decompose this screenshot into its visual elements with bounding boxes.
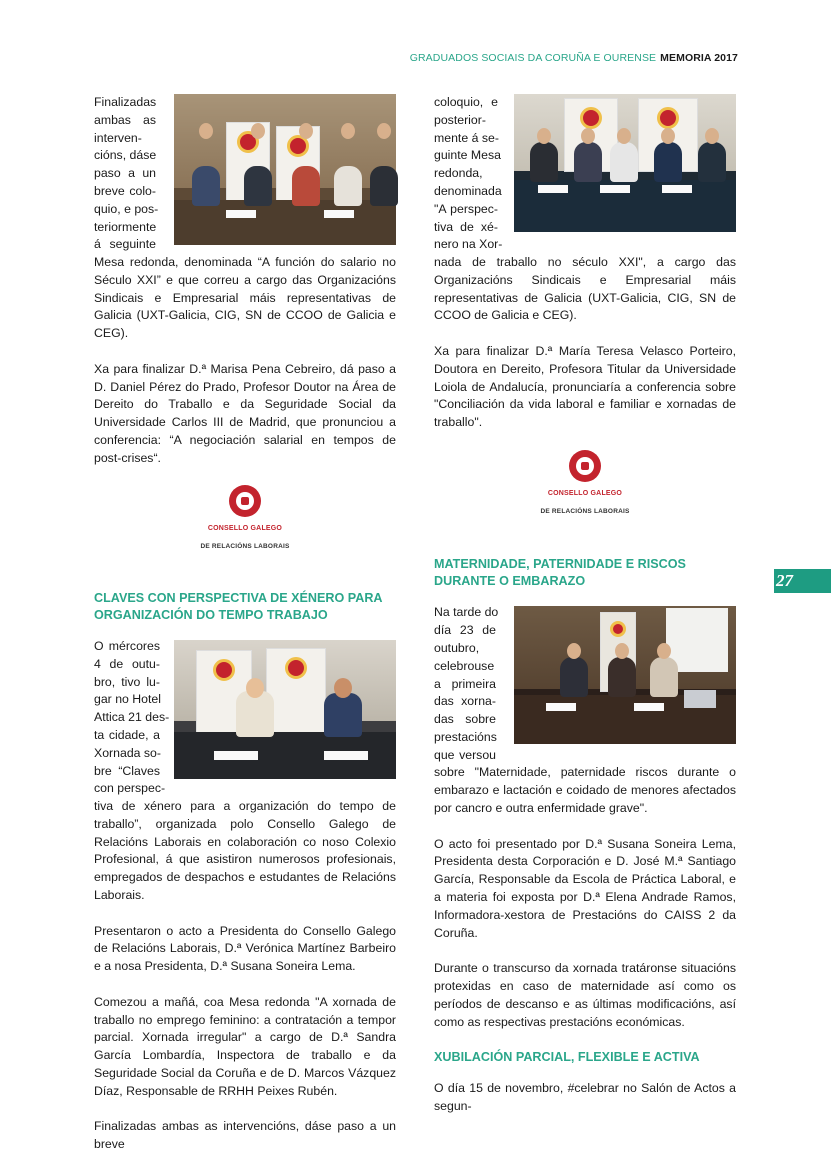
narrow-line: teriormente: [94, 219, 157, 234]
section-heading-maternity: MATERNIDADE, PATERNIDADE E RISCOS DURANTE O EMBARAZO: [434, 557, 686, 589]
logo-line2: DE RELACIÓNS LABORAIS: [200, 543, 290, 551]
paragraph: nada de traballo no século XXI", a cargo das Organizacións Sindicais e Empresarial máis representativas de Galicia (UXT-Galicia, CIG, SN de CCOO de Galicia e CEG).: [434, 255, 736, 323]
narrow-text: [434, 94, 503, 254]
consello-logo: [434, 450, 736, 521]
narrow-line: Finalizadas: [94, 95, 157, 109]
photo-panel-salary: [174, 94, 396, 245]
right-column: [434, 94, 736, 1134]
logo-line2: DE RELACIÓNS LABORAIS: [540, 507, 630, 515]
paragraph: Presentaron o acto a Presidenta do Consello Galego de Relacións Laborais, D.ª Verónica Martínez Barbeiro e a nosa Presidenta, D.ª Susana Soneira Lema.: [94, 923, 396, 974]
logo-line1: CONSELLO GALEGO: [547, 489, 623, 497]
consello-seal-icon: [229, 485, 261, 517]
narrow-line: Xornada so-: [94, 745, 161, 760]
section-heading-retirement: XUBILACIÓN PARCIAL, FLEXIBLE E ACTIVA: [434, 1050, 700, 1065]
header-org: GRADUADOS SOCIAIS DA CORUÑA E OURENSE: [409, 52, 657, 64]
narrow-line: nero na Xor-: [434, 237, 503, 252]
page-header: [410, 52, 738, 64]
lead-block-1: [94, 94, 396, 254]
narrow-line: Attica 21 des-: [94, 710, 170, 725]
paragraph: sobre "Maternidade, paternidade riscos durante o embarazo e lactación e coidado de menores afectados por cancro e outra enfermidade grave".: [434, 765, 736, 815]
narrow-line: Na tarde do: [434, 605, 499, 620]
narrow-line: prestacións: [434, 729, 497, 744]
narrow-line: 4 de outu-: [94, 656, 160, 671]
narrow-line: das sobre: [434, 712, 496, 727]
narrow-line: bro, tivo lu-: [94, 674, 160, 689]
logo-line1: CONSELLO GALEGO: [207, 525, 283, 533]
consello-logo: [94, 485, 396, 556]
narrow-line: celebrouse: [434, 658, 495, 673]
narrow-line: denominada: [434, 183, 502, 198]
narrow-text: [94, 94, 159, 254]
narrow-line: a primeira: [434, 676, 496, 691]
narrow-text: [94, 638, 170, 798]
narrow-line: gar no Hotel: [94, 692, 161, 707]
narrow-line: día 23 de: [434, 623, 496, 638]
narrow-text: [434, 604, 499, 764]
lead-block-3: [434, 94, 736, 254]
narrow-line: que versou: [434, 747, 496, 762]
narrow-line: cións, dáse: [94, 148, 157, 163]
lead-block-4: [434, 604, 736, 764]
narrow-line: á seguinte: [94, 237, 156, 252]
paragraph: tiva de xénero para a organización do tempo de traballo”, organizada polo Consello Galego de Relacións Laborais en colaboración co noso Colexio Profesional, á que asistiron numerosos profesionais, empregados de despachos e estudantes de Relacións Laborais.: [94, 798, 396, 902]
narrow-line: tiva de xé-: [434, 219, 498, 234]
page-number-tab: 27: [774, 569, 831, 593]
paragraph: O acto foi presentado por D.ª Susana Soneira Lema, Presidenta desta Corporación e D. José M.ª Santiago García, Responsable da Escola de Práctica Laboral, e a materia foi exposta por D.ª Elena Andrade Ramos, Informadora-xestora de Prestacións do CAISS 2 da Coruña.: [434, 836, 736, 940]
narrow-line: breve colo-: [94, 183, 156, 198]
consello-seal-icon: [569, 450, 601, 482]
lead-block-2: [94, 638, 396, 798]
paragraph: Xa para finalizar D.ª María Teresa Velasco Porteiro, Doutora en Dereito, Profesora Titular da Universidade Loiola de Andalucía, pronunciaría a conferencia sobre "Conciliación da vida laboral e familiar e xornadas de traballo".: [434, 343, 736, 430]
narrow-line: ambas as: [94, 112, 156, 127]
narrow-line: bre “Claves: [94, 763, 160, 778]
narrow-line: guinte Mesa: [434, 148, 501, 163]
narrow-line: outubro,: [434, 640, 480, 655]
photo-panel-gender: [514, 94, 736, 232]
narrow-line: redonda,: [434, 166, 483, 181]
narrow-line: O mércores: [94, 638, 160, 653]
paragraph: Durante o transcurso da xornada tratáronse situacións protexidas en caso de maternidade así como os períodos de descanso e as últimas modificacións, así como as respectivas prestacións económicas.: [434, 961, 736, 1029]
narrow-line: das xorna-: [434, 694, 496, 709]
paragraph: Xa para finalizar D.ª Marisa Pena Cebreiro, dá paso a D. Daniel Pérez do Prado, Profesor Doutor na Área de Dereito do Traballo e da Seguridade Social da Universidade Carlos III de Madrid, que pronunciou a conferencia: “A negociación salarial en tempos de post-crises“.: [94, 361, 396, 465]
narrow-line: mente á se-: [434, 130, 499, 145]
photo-maternity-session: [514, 606, 736, 744]
narrow-line: coloquio, e: [434, 95, 498, 109]
narrow-line: "A perspec-: [434, 201, 498, 216]
narrow-line: paso a un: [94, 166, 156, 181]
header-memoria: MEMORIA 2017: [660, 52, 738, 64]
narrow-line: posterior-: [434, 112, 486, 127]
narrow-line: quio, e pos-: [94, 201, 159, 216]
narrow-line: interven-: [94, 130, 142, 145]
narrow-line: ta cidade, a: [94, 727, 160, 742]
paragraph: Comezou a mañá, coa Mesa redonda "A xornada de traballo no emprego feminino: a contratación a tempor parcial. Xornada irregular" a cargo de D.ª Sandra García Lombardía, Inspectora de traballo e da Seguridade Social da Coruña e de D. Marcos Vázquez Díaz, Responsable de RRHH Peixes Rubén.: [94, 994, 396, 1098]
left-column: [94, 94, 396, 1172]
paragraph: O día 15 de novembro, #celebrar no Salón de Actos a segun-: [434, 1081, 736, 1113]
narrow-line: con perspec-: [94, 781, 166, 796]
paragraph: Finalizadas ambas as intervencións, dáse paso a un breve: [94, 1119, 396, 1152]
paragraph: Mesa redonda, denominada “A función do salario no Século XXI” e que correu a cargo das Organizacións Sindicais e Empresarial máis representativas de Galicia (UXT-Galicia, CIG, SN de CCOO de Galicia e CEG).: [94, 255, 396, 341]
photo-gender-session: [174, 640, 396, 779]
section-heading-gender: CLAVES CON PERSPECTIVA DE XÉNERO PARA ORGANIZACIÓN DO TEMPO TRABAJO: [94, 590, 383, 622]
